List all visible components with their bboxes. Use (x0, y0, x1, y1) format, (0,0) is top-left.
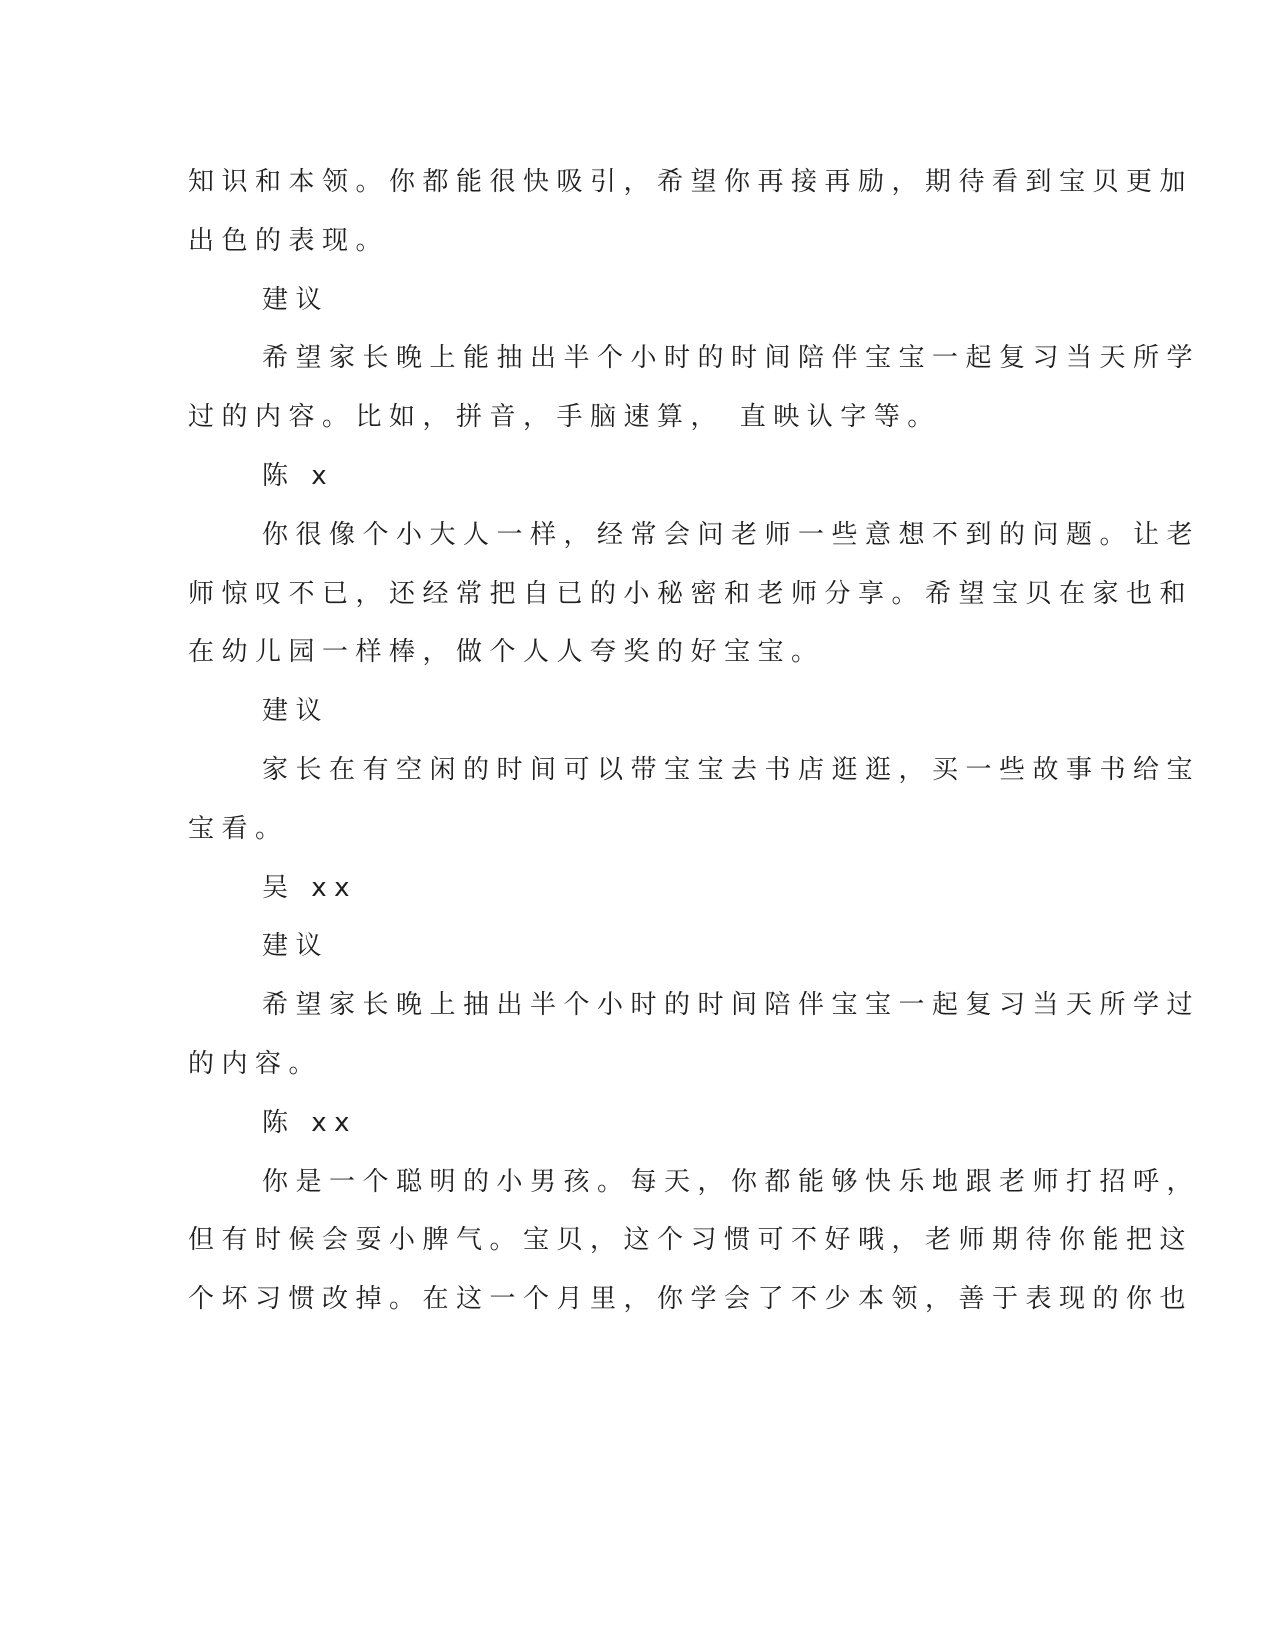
paragraph-line: 在幼儿园一样棒，做个人人夸奖的好宝宝。 (188, 637, 825, 667)
paragraph-line: 过的内容。比如，拼音，手脑速算， 直映认字等。 (188, 402, 941, 432)
paragraph-line: 师惊叹不已，还经常把自已的小秘密和老师分享。希望宝贝在家也和 (188, 579, 1194, 609)
section-heading-suggestion: 建议 (262, 285, 330, 315)
paragraph-line: 出色的表现。 (188, 226, 390, 256)
section-heading-suggestion: 建议 (262, 931, 330, 961)
section-heading-suggestion: 建议 (262, 696, 330, 726)
student-name: 陈 xx (262, 1108, 358, 1138)
student-name: 吴 xx (262, 873, 358, 903)
paragraph-line: 家长在有空闲的时间可以带宝宝去书店逛逛，买一些故事书给宝 (262, 755, 1201, 785)
paragraph-line: 你很像个小大人一样，经常会问老师一些意想不到的问题。让老 (262, 520, 1201, 550)
paragraph-line: 你是一个聪明的小男孩。每天，你都能够快乐地跟老师打招呼， (262, 1167, 1201, 1197)
paragraph-line: 个坏习惯改掉。在这一个月里，你学会了不少本领，善于表现的你也 (188, 1284, 1194, 1314)
paragraph-line: 知识和本领。你都能很快吸引，希望你再接再励，期待看到宝贝更加 (188, 167, 1194, 197)
student-name: 陈 x (262, 461, 335, 491)
paragraph-line: 但有时候会耍小脾气。宝贝，这个习惯可不好哦，老师期待你能把这 (188, 1225, 1194, 1255)
paragraph-line: 希望家长晚上抽出半个小时的时间陪伴宝宝一起复习当天所学过 (262, 990, 1201, 1020)
paragraph-line: 的内容。 (188, 1049, 323, 1079)
paragraph-line: 希望家长晚上能抽出半个小时的时间陪伴宝宝一起复习当天所学 (262, 343, 1201, 373)
paragraph-line: 宝看。 (188, 814, 289, 844)
